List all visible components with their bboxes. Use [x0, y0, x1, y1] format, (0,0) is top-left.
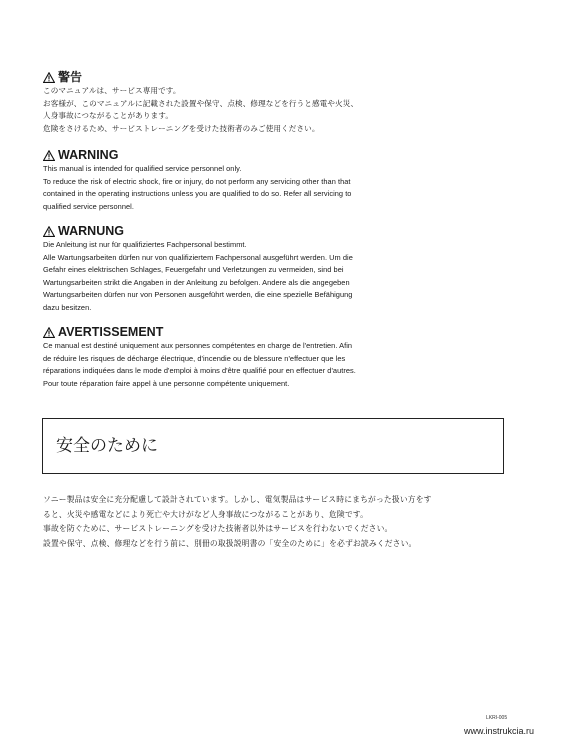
warning-line: Die Anleitung ist nur für qualifiziertes Fachpersonal bestimmt. — [43, 240, 247, 249]
warning-triangle-icon — [43, 72, 55, 83]
warning-section-japanese — [43, 70, 513, 135]
warning-line: contained in the operating instructions unless you are qualified to do so. Refer all servicing to — [43, 189, 352, 199]
warning-line: このマニュアルは、サービス専用です。 — [43, 86, 181, 95]
warning-heading-french — [43, 325, 513, 339]
warning-heading-english — [43, 148, 513, 162]
warning-section-english — [43, 148, 513, 213]
warning-line: Wartungsarbeiten dürfen nur von Personen ausgeführt werden, die eine spezielle Befähigung — [43, 290, 353, 300]
warning-heading-japanese — [43, 70, 513, 84]
warning-line: Pour toute réparation faire appel à une personne compétente uniquement. — [43, 378, 290, 388]
safety-title-box — [42, 418, 504, 474]
warning-line: This manual is intended for qualified service personnel only. — [43, 164, 242, 173]
warning-heading-german — [43, 224, 513, 238]
safety-intro-paragraph — [43, 493, 523, 551]
warning-heading-text: WARNUNG — [58, 224, 124, 238]
warning-triangle-icon — [43, 327, 55, 338]
warning-heading-text: AVERTISSEMENT — [58, 325, 164, 339]
watermark-text: www.instrukcia.ru — [464, 726, 535, 736]
intro-line: ソニー製品は安全に充分配慮して設計されています。しかし、電気製品はサービス時にまちがった扱い方をす — [43, 495, 432, 504]
warning-triangle-icon — [43, 226, 55, 237]
warning-line: Wartungsarbeiten strikt die Angaben in der Anleitung zu befolgen. Andere als die angegeben — [43, 277, 350, 287]
warning-section-french — [43, 325, 513, 390]
warning-line: qualified service personnel. — [43, 201, 134, 211]
intro-line: ると、火災や感電などにより死亡や大けがなど人身事故につながることがあり、危険です。 — [43, 509, 369, 519]
warning-section-german — [43, 224, 513, 315]
warning-line: réparations indiquées dans le mode d'emploi à moins d'être qualifié pour en effectuer d'autres. — [43, 366, 356, 376]
intro-line: 設置や保守、点検、修理などを行う前に、別冊の取扱説明書の「安全のために」を必ずお読みください。 — [43, 538, 417, 548]
warning-line: Ce manual est destiné uniquement aux personnes compétentes en charge de l'entretien. Afin — [43, 341, 353, 350]
intro-line: 事故を防ぐために、サービストレーニングを受けた技術者以外はサービスを行わないでください。 — [43, 524, 393, 534]
warning-line: 危険をさけるため、サービストレーニングを受けた技術者のみご使用ください。 — [43, 123, 320, 133]
warning-line: お客様が、このマニュアルに記載された設置や保守、点検、修理などを行うと感電や火災、 — [43, 98, 359, 108]
warning-line: 人身事故につながることがあります。 — [43, 111, 174, 121]
warning-line: de réduire les risques de décharge électrique, d'incendie ou de blessure n'effectuer que les — [43, 353, 346, 363]
warning-line: To reduce the risk of electric shock, fire or injury, do not perform any servicing other than that — [43, 176, 351, 186]
warning-triangle-icon — [43, 150, 55, 161]
warning-line: Alle Wartungsarbeiten dürfen nur von qualifiziertem Fachpersonal ausgeführt werden. Um die — [43, 252, 353, 262]
safety-title: 安全のために — [56, 436, 158, 456]
warning-heading-text: WARNING — [58, 148, 119, 162]
warning-heading-text: 警告 — [58, 70, 83, 84]
document-code: LKRI-005 — [486, 715, 508, 721]
warning-line: Gefahr eines elektrischen Schlages, Feuergefahr und Verletzungen zu vermeiden, sind bei — [43, 265, 344, 275]
warning-line: dazu besitzen. — [43, 302, 92, 312]
